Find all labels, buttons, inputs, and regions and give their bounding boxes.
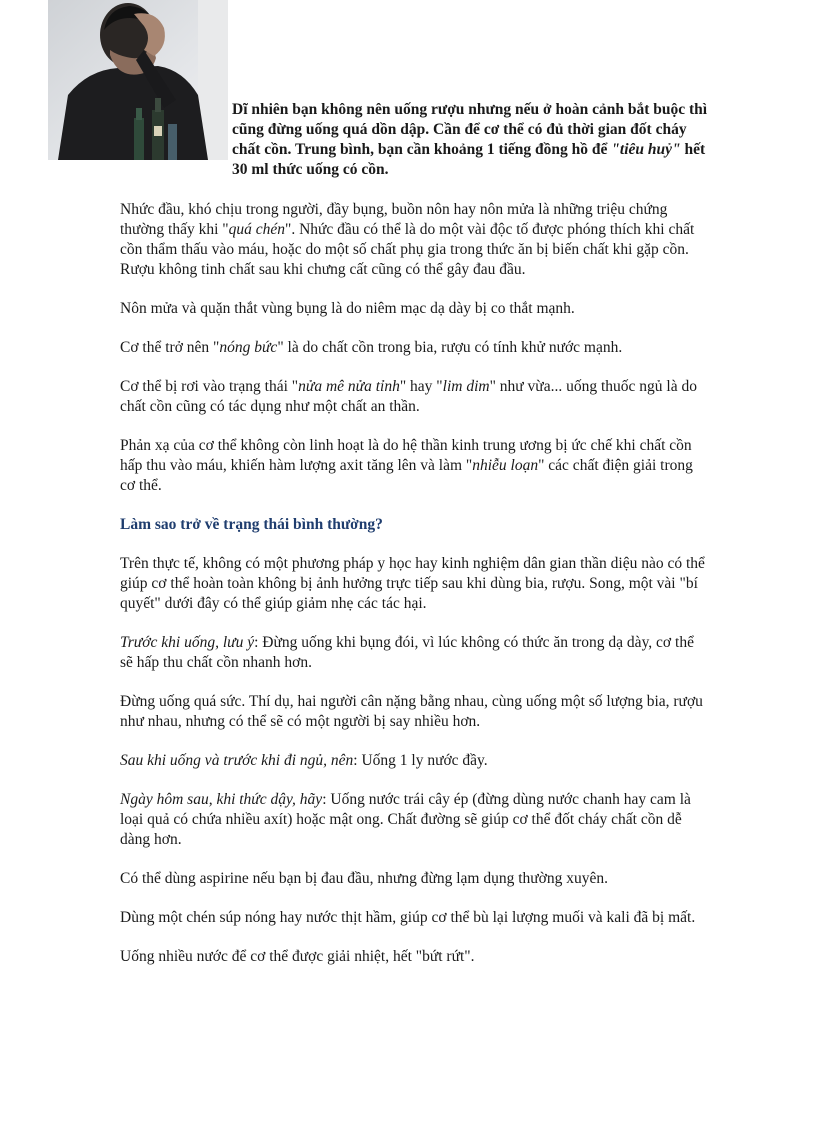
text-run: Phản xạ của cơ thể không còn linh hoạt là do hệ thần kinh trung ương bị ức chế khi chất cồn hấp thu vào máu, khiến hàm lượng axit tăng lên và làm " [120, 437, 692, 474]
section-heading: Làm sao trở về trạng thái bình thường? [120, 516, 383, 533]
intro-text: Dĩ nhiên bạn không nên uống rượu nhưng nếu ở hoàn cảnh bắt buộc thì cũng đừng uống quá dồn dập. Cần để cơ thể có đủ thời gian đốt cháy chất cồn. Trung bình, bạn cần khoảng 1 tiếng đồng hồ để [232, 101, 708, 158]
italic-run: Sau khi uống và trước khi đi ngủ, nên [120, 752, 354, 769]
text-run: " như vừa... uống thuốc ngủ là do chất cồn cũng có tác dụng như một chất an thần. [120, 378, 697, 415]
text-run: : Đừng uống khi bụng đói, vì lúc không có thức ăn trong dạ dày, cơ thể sẽ hấp thu chất cồn nhanh hơn. [120, 634, 694, 671]
text-run: " hay " [399, 378, 443, 395]
paragraph-vomiting: Nôn mửa và quặn thắt vùng bụng là do niêm mạc dạ dày bị co thắt mạnh. [120, 300, 575, 317]
paragraph-symptoms [120, 200, 710, 280]
paragraph-hot [120, 338, 710, 358]
italic-run: nhiễu loạn [472, 457, 539, 474]
text-run: " là do chất cồn trong bia, rượu có tính khử nước mạnh. [277, 339, 623, 356]
paragraph-before-drinking [120, 633, 710, 673]
italic-run: quá chén [228, 221, 285, 238]
article-body [120, 200, 710, 986]
paragraph-moderation: Đừng uống quá sức. Thí dụ, hai người cân nặng bằng nhau, cùng uống một số lượng bia, rượu như nhau, nhưng có thể sẽ có một người bị say nhiều hơn. [120, 693, 703, 730]
text-run: : Uống 1 ly nước đầy. [353, 752, 488, 769]
paragraph-drowsy [120, 377, 710, 417]
italic-run: nóng bức [219, 339, 278, 356]
paragraph-reflex [120, 436, 710, 496]
paragraph-soup: Dùng một chén súp nóng hay nước thịt hầm, giúp cơ thể bù lại lượng muối và kali đã bị mất. [120, 909, 696, 926]
text-run: Nhức đầu, khó chịu trong người, đầy bụng, buồn nôn hay nôn mửa là những triệu chứng thường thấy khi " [120, 201, 668, 238]
paragraph-aspirin: Có thể dùng aspirine nếu bạn bị đau đầu, nhưng đừng lạm dụng thường xuyên. [120, 870, 608, 887]
italic-run: Ngày hôm sau, khi thức dậy, hãy [120, 791, 323, 808]
italic-run: lim dim [442, 378, 490, 395]
intro-paragraph [120, 100, 710, 180]
photo-wrap-spacer [120, 100, 232, 162]
paragraph-water: Uống nhiều nước để cơ thể được giải nhiệt, hết "bứt rứt". [120, 948, 475, 965]
text-run: " các chất điện giải trong cơ thể. [120, 457, 693, 494]
intro-italic: "tiêu huỷ" [611, 141, 681, 158]
text-run: ". Nhức đầu có thể là do một vài độc tố được phóng thích khi chất cồn thẩm thấu vào máu, hoặc do một số chất phụ gia trong thức ăn bị biến chất khi gặp cồn. Rượu không tinh chất sau khi chưng cất cũng có thể gây đau đầu. [120, 221, 695, 278]
text-run: : Uống nước trái cây ép (đừng dùng nước chanh hay cam là loại quả có chứa nhiều axít) hoặc mật ong. Chất đường sẽ giúp cơ thể đốt cháy chất cồn dễ dàng hơn. [120, 791, 691, 848]
paragraph-next-day [120, 790, 710, 850]
intro-tail: hết 30 ml thức uống có cồn. [232, 141, 706, 178]
text-run: Cơ thể bị rơi vào trạng thái " [120, 378, 299, 395]
italic-run: Trước khi uống, lưu ý [120, 634, 255, 651]
paragraph-no-method: Trên thực tế, không có một phương pháp y học hay kinh nghiệm dân gian thần diệu nào có thể giúp cơ thể hoàn toàn không bị ảnh hưởng trực tiếp sau khi dùng bia, rượu. Song, một vài "bí quyết" dưới đây có thể giúp giảm nhẹ các tác hại. [120, 555, 705, 612]
text-run: Cơ thể trở nên " [120, 339, 220, 356]
paragraph-before-sleep [120, 751, 710, 771]
italic-run: nửa mê nửa tỉnh [298, 378, 400, 395]
